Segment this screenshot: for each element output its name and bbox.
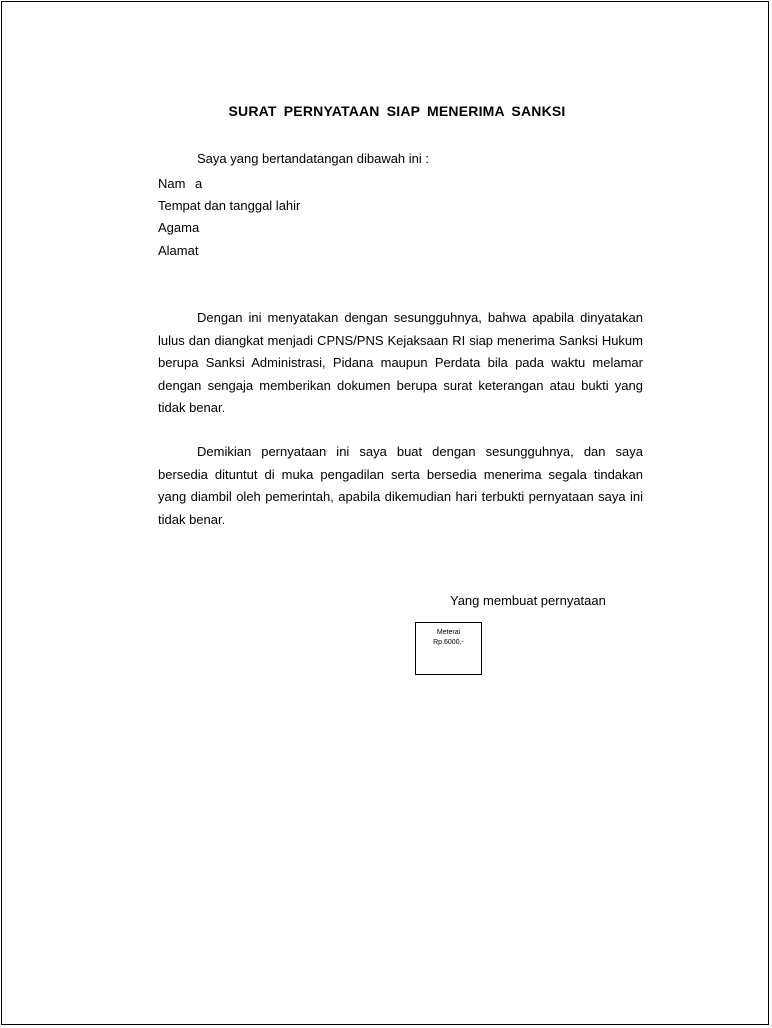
- closing-paragraph: Demikian pernyataan ini saya buat dengan sesungguhnya, dan saya bersedia dituntut di muka pengadilan serta bersedia menerima segala tindakan yang diambil oleh pemerintah, apabila dikemudian hari terbukti pernyataan saya ini tidak benar.: [158, 444, 643, 527]
- intro-text: Saya yang bertandatangan dibawah ini :: [197, 151, 430, 166]
- field-nama-label: Nam a: [158, 176, 203, 191]
- stamp-box: [415, 622, 482, 675]
- field-ttl-label: Tempat dan tanggal lahir: [158, 198, 301, 213]
- field-alamat-label: Alamat: [158, 243, 199, 258]
- stamp-line-1: Meterai: [436, 629, 461, 636]
- field-agama-label: Agama: [158, 220, 200, 235]
- signer-label: Yang membuat pernyataan: [450, 593, 606, 608]
- statement-paragraph: Dengan ini menyatakan dengan sesungguhnya, bahwa apabila dinyatakan lulus dan diangkat menjadi CPNS/PNS Kejaksaan RI siap menerima Sanksi Hukum berupa Sanksi Administrasi, Pidana maupun Perdata bila pada waktu melamar dengan sengaja memberikan dokumen berupa surat keterangan atau bukti yang tidak benar.: [158, 310, 643, 415]
- stamp-line-2: Rp.6000,-: [433, 639, 464, 646]
- document-title: SURAT PERNYATAAN SIAP MENERIMA SANKSI: [228, 103, 566, 119]
